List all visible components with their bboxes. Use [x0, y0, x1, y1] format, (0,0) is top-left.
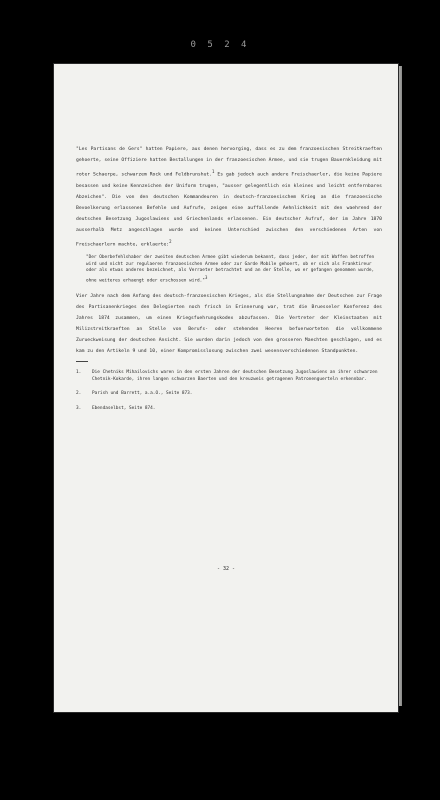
footnote-rule: [76, 361, 88, 362]
page-number: - 32 -: [216, 566, 236, 572]
footnotes: [76, 370, 382, 412]
footnote-2-number: 2.: [76, 391, 82, 397]
footnote-marker-2: 2: [169, 239, 172, 245]
quote-marker: 3: [204, 274, 208, 280]
page-body: [76, 144, 382, 420]
footnote-1-number: 1.: [76, 370, 82, 376]
quote-text: "Der Oberbefehlshaber der zweiten deutschen Armee gibt wiederum bekannt, dass jeder, der mit Waffen betroffen wird und nicht zur regulaeren franzoesischen Armee oder zur Garde Mobile gehoert, ob er sich als Franktireur oder als etwas anderes bezeichnet, als Verraeter betrachtet und an der Stelle, wo er gefangen genommen wurde, ohne weiteres erhaengt oder erschossen wird.": [86, 254, 375, 284]
footnote-2: [76, 391, 382, 397]
document-page: [54, 64, 398, 712]
footnote-3-text: Ebendaselbst, Seite 874.: [92, 405, 156, 411]
footnote-3-number: 3.: [76, 405, 82, 411]
footnote-marker-1: 1: [212, 169, 215, 175]
footnote-1: [76, 370, 382, 383]
paragraph-3: Vier Jahre nach dem Anfang des deutsch-franzoesischen Krieges, als die Stellungnahme der Deutschen zur Frage des Partisanenkrieges den Delegierten noch frisch in Erinnerung war, trat die Bruesseler Konferenz des Jahres 1874 zusammen, um einen Kriegsfuehrungskodex abzufassen. Die Vertreter der Kleinstaaten mit Milizstreitkraeften an Stelle von Berufs- oder stehenden Heeren befuerworteten die vollkommene Zurueckweisung der deutschen Ansicht. Sie wurden darin jedoch von den grosseren Maechten geschlagen, und es kam zu den Artikeln 9 und 10, einer Kompromisslosung zwischen zwei wesensverschiedenen Standpunkten.: [76, 293, 382, 355]
footnote-1-text: Die Chetniks Mihailovichs waren in den ersten Jahren der deutschen Besetzung Jugoslawiens an ihrer schwarzen Chetnik-Kokarde, ihren langen schwarzen Baerten und den kreuzweis getragenen Patronenguerteln erkennbar.: [92, 370, 378, 382]
paragraph-1-text: "Les Partisans de Gers" hatten Papiere, aus denen hervorging, dass es zu dem franzoesischen Streitkraeften gehoerte, seine Offiziere hatten Bestallungen in der franzoesischen Armee, und sie trugen Bauernkleidung mit roter Schaerpe, schwarzem Rock und Feldbrunshut.: [76, 147, 382, 178]
archive-number: 0 5 2 4: [190, 40, 250, 50]
footnote-3: [76, 406, 382, 412]
paragraph-2-text: Es gab jedoch auch andere Freischaerler, die keine Papiere besassen und keine Kennzeichen der Uniform trugen, "ausser gelegentlich ein kleines und leicht entfernbares Abzeichen". Die von den deutschen Kommandeuren in deutsch-franzoesischem Krieg an die franzoesische Bevoelkerung erlassenen Befehle und Aufrufe, zeigen eine auffallende Aehnlichkeit mit den waehrend der deutschen Besetzung Jugoslawiens und Griechenlands erlassenen. Ein deutscher Aufruf, der im Jahre 1870 ausserhalb Metz angeschlagen wurde und keinen Unterschied zwischen den verschiedenen Arten von Freischaerlern machte, erklaerte:: [76, 172, 382, 248]
block-quote: [86, 255, 376, 285]
footnote-2-text: Parish und Barrett, a.a.O., Seite 873.: [92, 391, 193, 397]
paragraph-1: [76, 144, 382, 251]
